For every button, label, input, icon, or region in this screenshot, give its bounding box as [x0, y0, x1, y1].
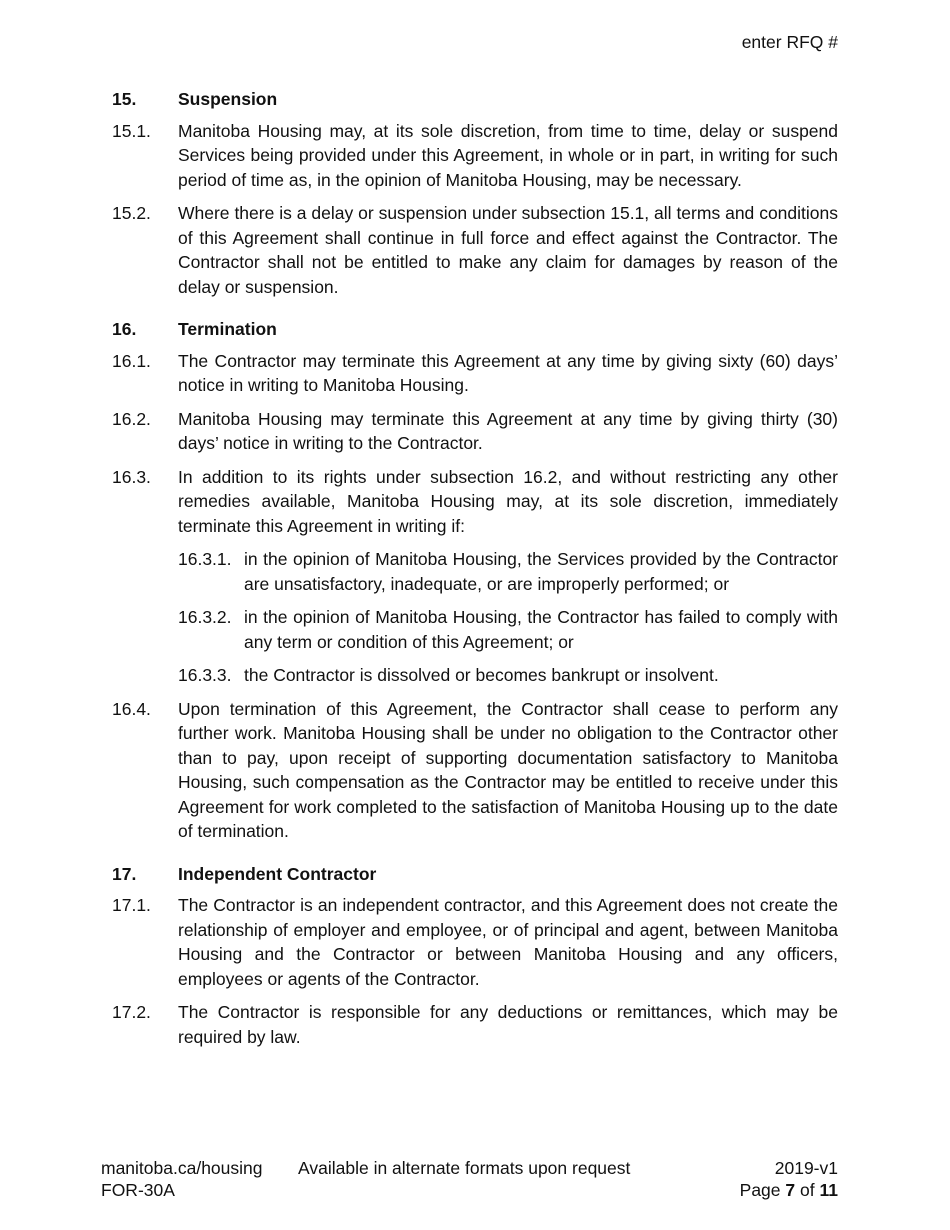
section-heading-termination — [112, 317, 838, 342]
clause-15-1 — [112, 119, 838, 193]
page-label: Page — [739, 1180, 781, 1200]
clause-text: The Contractor may terminate this Agreement at any time by giving sixty (60) days’ notice in writing to Manitoba Housing. — [178, 350, 838, 395]
page-footer — [101, 1157, 838, 1201]
clause-text: The Contractor is an independent contractor, and this Agreement does not create the relationship of employer and employee, or of principal and agent, between Manitoba Housing and the Contractor or between Manitoba Housing and any officers, employees or agents of the Contractor. — [178, 895, 838, 989]
page-current: 7 — [785, 1180, 796, 1200]
clause-16-4 — [112, 697, 838, 844]
clause-number: 16.3. — [112, 466, 151, 487]
footer-form-number: FOR-30A — [101, 1180, 175, 1200]
footer-alternate-formats: Available in alternate formats upon request — [298, 1158, 631, 1178]
section-title: Termination — [178, 319, 277, 339]
rfq-number-placeholder: enter RFQ # — [741, 32, 838, 52]
footer-page-number — [740, 1179, 838, 1201]
subclause-text: in the opinion of Manitoba Housing, the Services provided by the Contractor are unsatisfactory, inadequate, or are improperly performed; or — [244, 549, 838, 594]
section-heading-suspension — [112, 87, 838, 112]
clause-15-2 — [112, 201, 838, 299]
subclause-16-3-1 — [178, 547, 838, 596]
subclause-16-3-3 — [178, 663, 838, 688]
page-of: of — [800, 1180, 815, 1200]
clause-text: Upon termination of this Agreement, the Contractor shall cease to perform any further work. Manitoba Housing shall be under no obligation to the Contractor other than to pay, upon receipt of supporting documentation satisfactory to Manitoba Housing, such compensation as the Contractor may be entitled to receive under this Agreement for work completed to the satisfaction of Manitoba Housing up to the date of termination. — [178, 698, 838, 841]
clause-number: 15.2. — [112, 203, 151, 223]
section-heading-independent-contractor — [112, 862, 838, 887]
subclause-number: 16.3.1. — [178, 549, 232, 569]
clause-text: Manitoba Housing may, at its sole discretion, from time to time, delay or suspend Services being provided under this Agreement, in whole or in part, in writing for such period of time as, in the opinion of Manitoba Housing, may be necessary. — [178, 120, 838, 190]
clause-number: 17.1. — [112, 895, 151, 915]
clause-number: 15.1. — [112, 120, 151, 141]
page-total: 11 — [819, 1180, 838, 1200]
clause-number: 17.2. — [112, 1002, 151, 1022]
clause-16-3 — [112, 465, 838, 539]
section-title: Independent Contractor — [178, 863, 377, 884]
clause-text: Manitoba Housing may terminate this Agreement at any time by giving thirty (30) days’ notice in writing to the Contractor. — [178, 408, 838, 453]
footer-version: 2019-v1 — [774, 1158, 838, 1178]
clause-text: In addition to its rights under subsection 16.2, and without restricting any other remedies available, Manitoba Housing may, at its sole discretion, immediately terminate this Agreement in writing if: — [178, 466, 838, 536]
agreement-body — [112, 87, 838, 1058]
clause-text: Where there is a delay or suspension under subsection 15.1, all terms and conditions of this Agreement shall continue in full force and effect against the Contractor. The Contractor shall not be entitled to make any claim for damages by reason of the delay or suspension. — [178, 203, 838, 297]
clause-17-2 — [112, 1000, 838, 1049]
clause-text: The Contractor is responsible for any deductions or remittances, which may be required by law. — [178, 1002, 838, 1047]
clause-number: 16.2. — [112, 408, 151, 429]
clause-16-1 — [112, 349, 838, 398]
subclause-text: the Contractor is dissolved or becomes bankrupt or insolvent. — [244, 665, 719, 685]
clause-16-2 — [112, 407, 838, 456]
clause-17-1 — [112, 893, 838, 991]
clause-number: 16.4. — [112, 698, 151, 719]
subclause-16-3-2 — [178, 605, 838, 654]
subclause-text: in the opinion of Manitoba Housing, the Contractor has failed to comply with any term or condition of this Agreement; or — [244, 607, 838, 652]
subclause-number: 16.3.3. — [178, 665, 232, 685]
section-number: 16. — [112, 319, 137, 339]
subclause-number: 16.3.2. — [178, 607, 232, 627]
section-title: Suspension — [178, 89, 278, 109]
clause-number: 16.1. — [112, 350, 151, 371]
section-number: 15. — [112, 89, 137, 109]
section-number: 17. — [112, 863, 137, 884]
footer-website: manitoba.ca/housing — [101, 1158, 263, 1178]
